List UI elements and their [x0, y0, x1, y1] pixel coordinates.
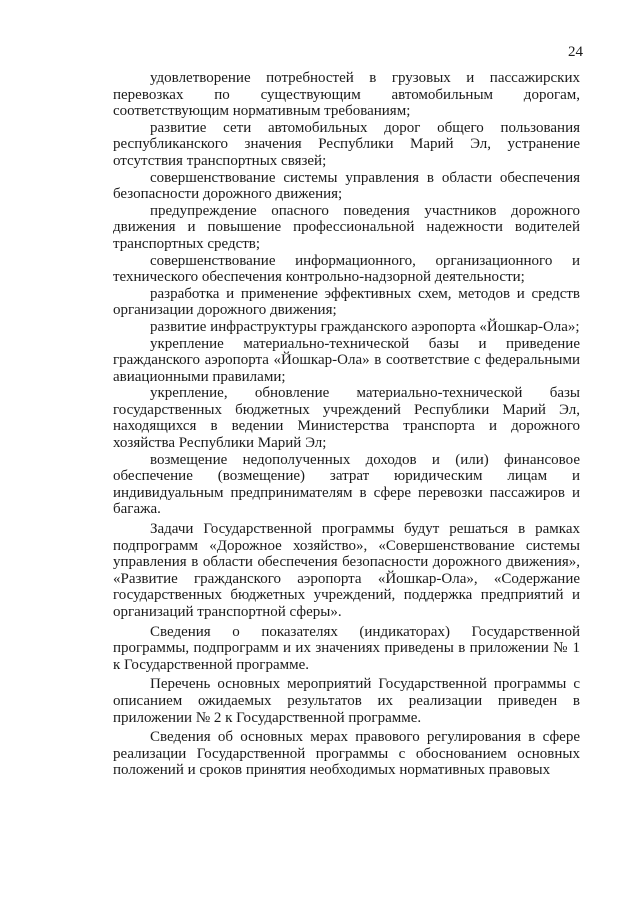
document-body — [113, 70, 580, 779]
page-number: 24 — [568, 44, 583, 60]
paragraph-list-item: возмещение недополученных доходов и (или) финансовое обеспечение (возмещение) затрат юридическим лицам и индивидуальным предпринимателям в сфере перевозки пассажиров и багажа. — [113, 451, 580, 518]
paragraph-measures-list: Перечень основных мероприятий Государственной программы с описанием ожидаемых результатов их реализации приведен в приложении № 2 к Государственной программе. — [113, 676, 580, 726]
paragraph-legal-regulation: Сведения об основных мерах правового регулирования в сфере реализации Государственной программы с обоснованием основных положений и сроков принятия необходимых нормативных правовых — [113, 729, 580, 779]
paragraph-list-item: предупреждение опасного поведения участников дорожного движения и повышение профессиональной надежности водителей транспортных средств; — [113, 202, 580, 252]
paragraph-list-item: совершенствование системы управления в области обеспечения безопасности дорожного движения; — [113, 169, 580, 203]
paragraph-list-item: развитие сети автомобильных дорог общего пользования республиканского значения Республики Марий Эл, устранение отсутствия транспортных связей; — [113, 119, 580, 169]
paragraph-list-item: удовлетворение потребностей в грузовых и пассажирских перевозках по существующим автомобильным дорогам, соответствующим нормативным требованиям; — [113, 70, 580, 120]
paragraph-list-item: разработка и применение эффективных схем, методов и средств организации дорожного движения; — [113, 285, 580, 319]
paragraph-indicators: Сведения о показателях (индикаторах) Государственной программы, подпрограмм и их значениях приведены в приложении № 1 к Государственной программе. — [113, 623, 580, 673]
paragraph-list-item: развитие инфраструктуры гражданского аэропорта «Йошкар-Ола»; — [150, 318, 580, 335]
paragraph-list-item: укрепление, обновление материально-технической базы государственных бюджетных учреждений Республики Марий Эл, находящихся в ведении Министерства транспорта и дорожного хозяйства Республики Марий Эл; — [113, 385, 580, 452]
paragraph-list-item: укрепление материально-технической базы и приведение гражданского аэропорта «Йошкар-Ола» в соответствие с федеральными авиационными правилами; — [113, 335, 580, 385]
paragraph-list-item: совершенствование информационного, организационного и технического обеспечения контрольно-надзорной деятельности; — [113, 252, 580, 286]
paragraph-tasks: Задачи Государственной программы будут решаться в рамках подпрограмм «Дорожное хозяйство», «Совершенствование системы управления в области обеспечения безопасности дорожного движения», «Развитие гражданского аэропорта «Йошкар-Ола», «Содержание государственных бюджетных учреждений, поддержка предприятий и организаций транспортной сферы». — [113, 521, 580, 620]
